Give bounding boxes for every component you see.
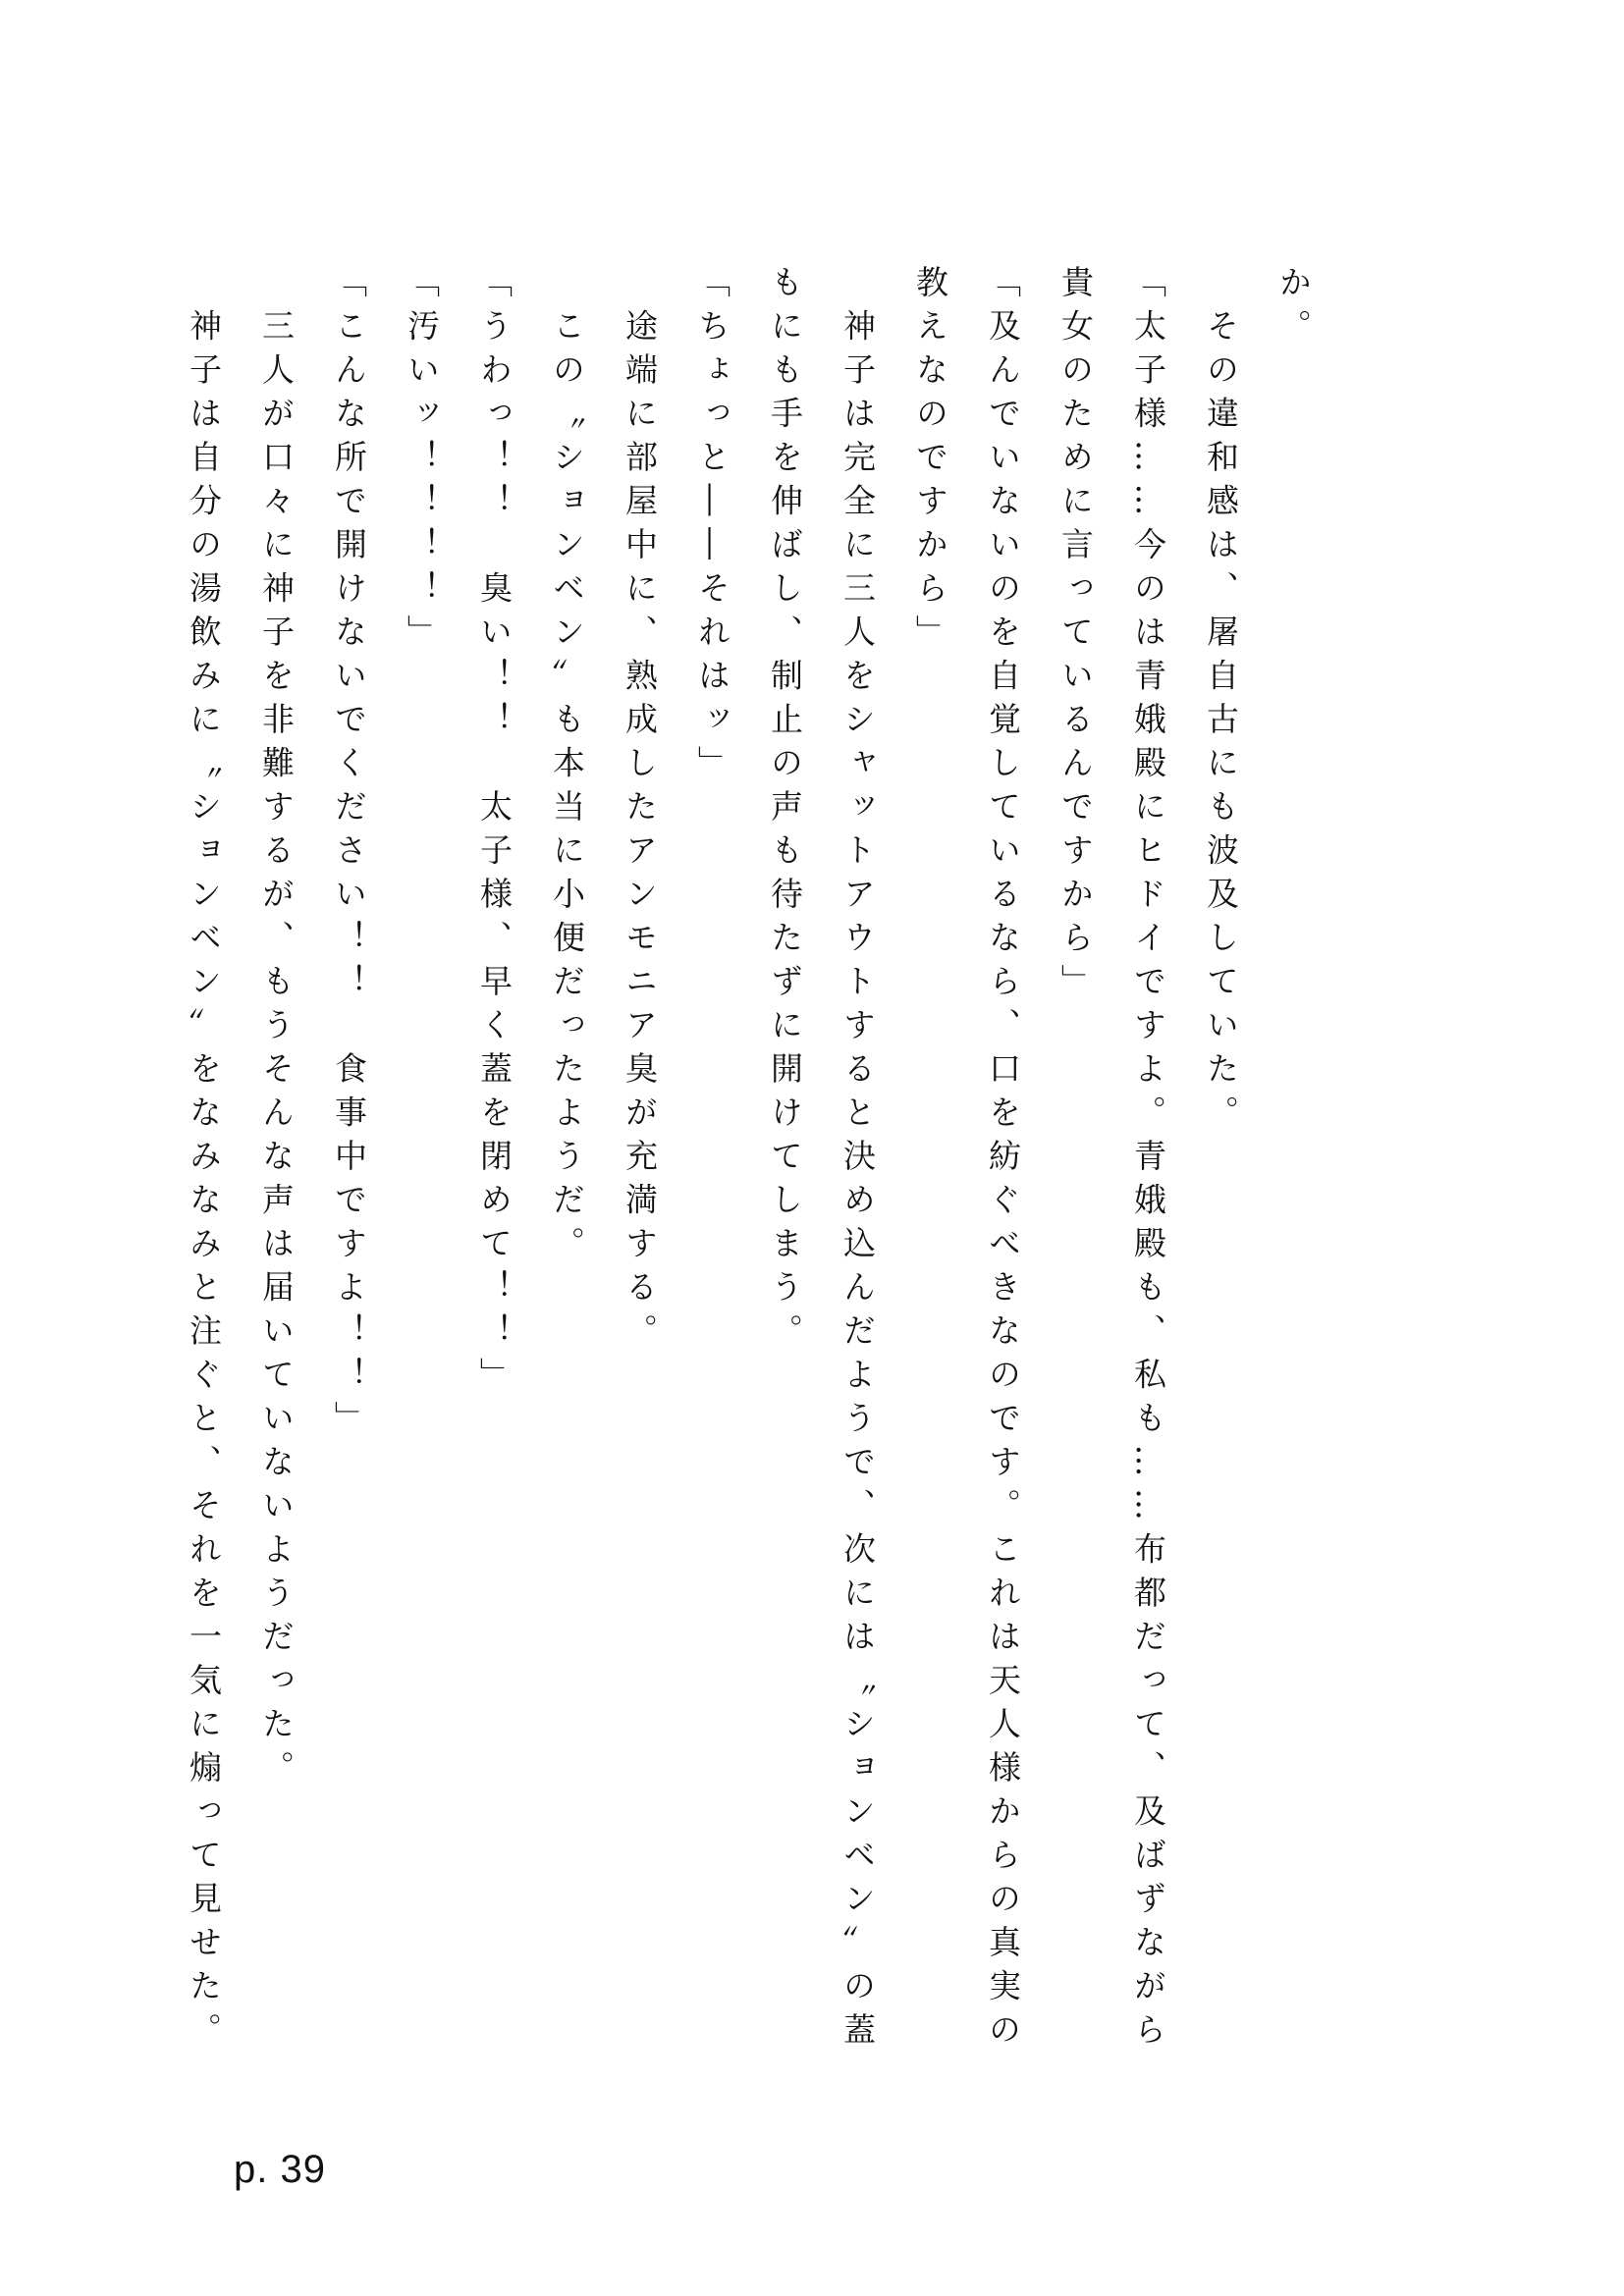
text-line: 三人が口々に神子を非難するが、もうそんな声は届いていないようだった。: [257, 265, 296, 1794]
page-number: p. 39: [234, 2148, 326, 2191]
text-line: 神子は自分の湯飲みに〝ションベン〟をなみなみと注ぐと、それを一気に煽って見せた。: [185, 265, 223, 2056]
text-line: 神子は完全に三人をシャットアウトすると決め込んだようで、次には〝ションベン〟の蓋: [839, 265, 877, 2056]
text-line: 「太子様……今のは青娥殿にヒドイですよ。青娥殿も、私も……布都だって、及ばずながら: [1129, 265, 1167, 2056]
text-line: この〝ションベン〟も本当に小便だったようだ。: [548, 265, 586, 1270]
text-line: 「ちょっと――それはッ」: [693, 265, 731, 789]
text-line: もにも手を伸ばし、制止の声も待たずに開けてしまう。: [766, 265, 804, 1358]
text-line: 「及んでいないのを自覚しているなら、口を紡ぐべきなのです。これは天人様からの真実の: [984, 265, 1022, 2056]
text-line: 途端に部屋中に、熟成したアンモニア臭が充満する。: [621, 265, 659, 1358]
text-line: 「こんな所で開けないでください！！ 食事中ですよ！！」: [330, 265, 368, 1445]
text-line: その違和感は、屠自古にも波及していた。: [1202, 265, 1240, 1139]
vertical-text-body: [167, 265, 1329, 2091]
text-line: 「うわっ！！ 臭い！！ 太子様、早く蓋を閉めて！！」: [475, 265, 514, 1401]
text-line: か。: [1274, 265, 1313, 352]
text-line: 「汚いッ！！！！」: [403, 265, 441, 659]
text-line: 教えなのですから」: [911, 265, 949, 659]
text-line: 貴女のために言っているんですから」: [1056, 265, 1095, 1008]
